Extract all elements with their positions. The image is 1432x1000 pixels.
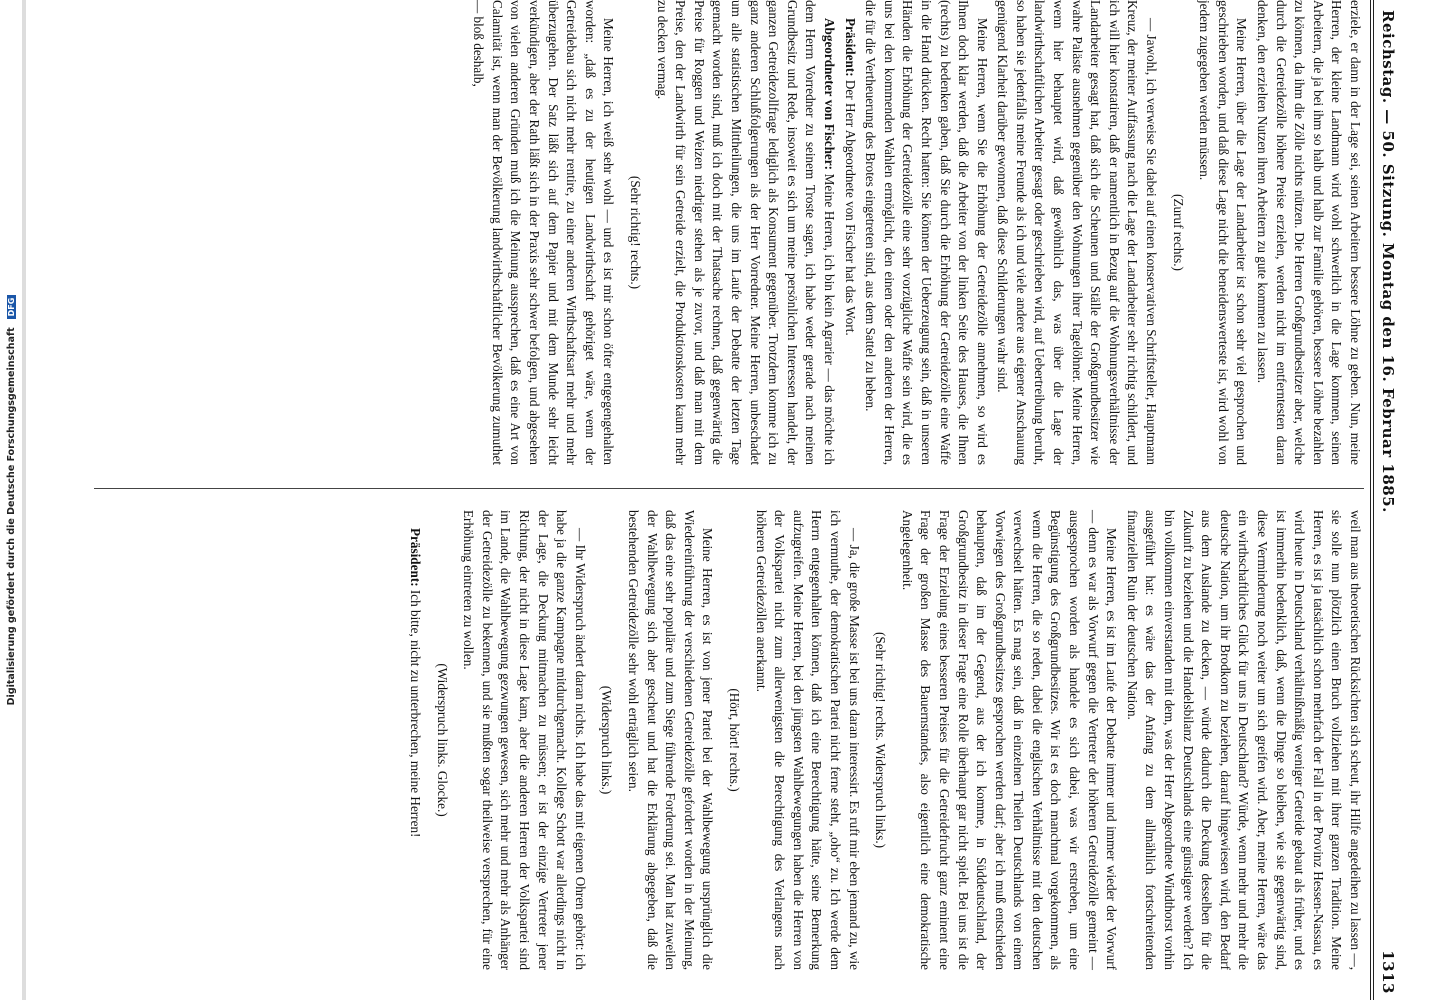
paragraph: Meine Herren, wenn Sie die Erhöhung der Getreidezölle annehmen, so wird es Ihnen doch klar werden, daß die Arbeiter von der linken Seite des Hauses, die Ihnen (rechts) zu bedenken gaben, daß Sie durch die Erhöhung der Getreidezölle eine Waffe in die Hand drücken. Recht hatten: Sie können der Ueberzeugung sein, daß in unseren Händen die Erhöhung der Getreidezölle eine sehr vorzügliche Waffe sein wird, die es uns bei den kommenden Wahlen ermöglicht, den einen oder den anderen der Herren, die für die Vertheuerung des Brotes eingetreten sind, aus dem Sattel zu heben.	[863, 0, 990, 465]
interjection: (Widerspruch links.)	[599, 685, 615, 795]
paragraph: — Ja, die große Masse ist bei uns daran interessirt. Es ruft mir eben jemand zu, wie ich vermuthe, der demokratischen Partei nicht ferne steht, „oho“ zu. Ich werde dem Herrn entgegenhalten können, daß ich eine Berechtigung hätte, seine Bemerkung aufzugreifen. Meine Herren, bei den jüngsten Wahlbewegungen haben die Herren von der Volkspartei nicht zum allerwenigsten die Berechtigung des Verlangens nach höheren Getreidezöllen anerkannt.	[753, 510, 862, 970]
page-header	[1374, 0, 1402, 1000]
interjection: (Sehr richtig! rechts.)	[628, 175, 644, 290]
paragraph	[652, 0, 838, 465]
speaker: Präsident:	[842, 18, 858, 77]
column-divider	[94, 488, 1364, 489]
paragraph: Meine Herren, ich weiß sehr wohl — und es ist mir schon öfter entgegengehalten worden: „daß es zu der heutigen Landwirthschaft gehöriget wäre, wenn der Getreidebau sich nicht mehr rentire, zu einer anderen Wirthschaftsart mehr und mehr überzugehen. Der Satz läßt sich auf dem Papier und mit dem Munde sehr leicht verkündigen, aber der Rath läßt sich in der Praxis sehr schwer befolgen, und abgesehen von vielen anderen Gründen muß ich die Meinung aussprechen, daß es eine Art von Calamität ist, wenn man der Bevölkerung landwirthschaftlicher Bevölkerung zumuthet — bloß deshalb,	[471, 0, 617, 465]
column-right	[404, 510, 1365, 970]
interjection: (Sehr richtig! rechts. Widerspruch links.)	[873, 631, 889, 849]
paragraph	[840, 0, 859, 465]
dfg-logo: DFG	[7, 295, 16, 320]
funding-text: Digitalisierung gefördert durch die Deutsche Forschungsgemeinschaft	[5, 327, 17, 706]
interjection: (Widerspruch links. Glocke.)	[434, 663, 450, 817]
paragraph: weil man aus theoretischen Rücksichten sich scheut, ihr Hilfe angedeihen zu lassen —, sie solle nun plötzlich einen Bruch vollziehen mit ihrer ganzen Tradition. Meine Herren, es ist ja tatsächlich schon mehrfach der Fall in der Provinz Hessen-Nassau, es wird heute in Deutschland verhältnißmäßig weniger Getreide gebaut als früher, und es ist immerhin bedenklich, daß, wenn die Dinge so bleiben, wie sie gegenwärtig sind, diese Verminderung noch weiter um sich greifen wird. Aber, meine Herren, wäre das ein wirthschaftliches Glück für uns in Deutschland? Würde, wenn mehr und mehr die deutsche Nation, um ihr Brodkorn zu beziehen, darauf hingewiesen wird, den Bedarf aus dem Auslande zu decken, — würde dadurch die Deckung desselben für die Zukunft zu beziehen und die Handelsbilanz Deutschlands eine günstigere werden? Ich bin vollkommen einverstanden mit dem, was der Herr Abgeordnete Windthorst vorhin ausgeführt hat: es wäre das der Anfang zu dem allmählich fortschreitenden finanziellen Ruin der deutschen Nation.	[1124, 510, 1363, 970]
speaker: Abgeordneter von Fischer:	[821, 18, 837, 171]
header-rule-2	[1370, 0, 1371, 1000]
paragraph: — Ihr Widerspruch ändert daran nichts. Ich habe das mit eigenen Ohren gehört: ich habe ja die ganze Kampagne mitdurchgemacht. Kollege Schott war allerdings nicht in der Lage, die Deckung mitmachen zu müssen; er ist der einzige Vertreter jener Richtung, der nicht in diese Lage kam, aber die anderen Herren der Volkspartei sind im Lande, die Wahlbewegung gezwungen gewesen, sich mehr und mehr als Anhänger der Getreidezölle zu bekennen, und sie mußten sogar theilweise versprechen, für eine Erhöhung eintreten zu wollen.	[461, 510, 588, 970]
header-rule	[1373, 0, 1374, 1000]
paragraph: — Jawohl, ich verweise Sie dabei auf einen konservativen Schriftsteller, Hauptmann Kreuz, der meiner Auffassung nach die Lage der Landarbeiter sehr richtig schildert, und ich will hier konstatiren, daß er namentlich in Bezug auf die Wohnungsverhältnisse der Landarbeiter gesagt hat, daß sich die Scheunen und Ställe der Großgrundbesitzer wie wahre Paläste ausnehmen gegenüber den Wohnungen ihrer Tagelöhner. Meine Herren, wenn hier behauptet wird, daß gewöhnlich das, was über die Lage der landwirthschaftlichen Arbeiter gesagt oder geschrieben wird, auf Uebertreibung beruht, so haben sie jedenfalls meine Freunde als ich und viele andere aus eigener Anschauung genügend Klarheit darüber gewonnen, daß diese Schilderungen wahr sind.	[995, 0, 1160, 465]
paragraph: Meine Herren, es ist im Laufe der Debatte immer und immer wieder der Vorwurf — denn es war als Vorwurf gegen die Vertreter der höheren Getreidezölle gemeint — ausgesprochen worden als handele es sich dabei, was wir erstreben, um eine Begünstigung des Großgrundbesitzes. Wir ist es doch manchmal vorgekommen, als wenn die Herren, die so reden, dabei die englischen Verhältnisse mit den deutschen verwechselt hätten. Es mag sein, daß in einzelnen Theilen Deutschlands von einem Vorwiegen des Großgrundbesitzes gesprochen werden darf; aber ich muß entschieden behaupten, daß im der Gegend, aus der ich komme, in Süddeutschland, der Großgrundbesitz in dieser Frage eine Rolle überhaupt gar nicht spielt. Bei uns ist die Frage der Erzielung eines besseren Preises für die Getreidefrucht ganz eminent eine Frage der großen Masse des Bauernstandes, also eigentlich eine demokratische Angelegenheit.	[899, 510, 1120, 970]
paragraph: Meine Herren, es ist von jener Partei bei der Wahlbewegung ursprünglich die Wiedereinführung der verschiedenen Getreidezölle gefordert worden in der Meinung, daß das eine sehr populäre und zum Siege führende Forderung sei. Man hat zuweilen der Wahlbewegung sich aber gescheut und hat die Erklärung abgegeben, daß die bestehenden Getreidezölle sehr wohl erträglich seien.	[626, 510, 716, 970]
page-number: 1313	[1379, 950, 1397, 994]
paragraph: Meine Herren, über die Lage der Landarbeiter ist schon sehr viel gesprochen und geschrieben worden, und daß diese Lage nicht die beneidenswerteste ist, wird wohl von jedem zugegeben werden müssen.	[1197, 0, 1250, 465]
speech: Ich bitte, nicht zu unterbrechen, meine Herren!	[408, 586, 424, 838]
interjection: (Zuruf rechts.)	[1170, 194, 1186, 271]
column-left	[467, 0, 1364, 465]
speaker: Präsident:	[408, 528, 424, 587]
speech: Der Herr Abgeordnete von Fischer hat das Wort.	[842, 76, 858, 336]
paragraph	[406, 510, 425, 970]
speech: Meine Herren, ich bin kein Agrarier — das möchte ich dem Herrn Vorredner zu seinem Troste sagen, ich habe weder gerade nach meinen Grundbesitz und Rede, insoweit es sich um meine persönlichen Interessen handelt, der ganzen Getreidezollfrage lediglich als Konsument gegenüber. Trotzdem komme ich zu ganz anderen Schlußfolgerungen als der Herr Vorredner. Meine Herren, unbeschadet um alle statistischen Mittheilungen, die uns im Laufe der Debatte der letzten Tage gemacht worden sind, muß ich doch mit der Thatsache rechnen, daß gegenwärtig die Preise für Roggen und Weizen niedriger stehen als je zuvor, und daß man mit dem Preise, den der Landwirth für sein Getreide erzielt, die Produktionskosten kaum mehr zu decken vermag.	[654, 0, 837, 465]
interjection: (Hört, hört! rechts.)	[727, 688, 742, 792]
paragraph: erziele, er dann in der Lage sei, seinen Arbeitern bessere Löhne zu geben. Nun, meine Herren, der kleine Landmann wird wohl schwerlich in die Lage kommen, seinen Arbeitern, die ja bei ihm so halb und halb zur Familie gehören, bessere Löhne bezahlen zu können, da ihm die Zölle nichts nützen. Die Herren Großgrundbesitzer aber, welche durch die Getreidezölle höhere Preise erzielen, werden nicht im entferntesten daran denken, den erzielten Nutzen ihren Arbeitern zu gute kommen zu lassen.	[1255, 0, 1363, 465]
header-title: Reichstag. — 50. Sitzung. Montag den 16. Februar 1885.	[1379, 10, 1397, 513]
